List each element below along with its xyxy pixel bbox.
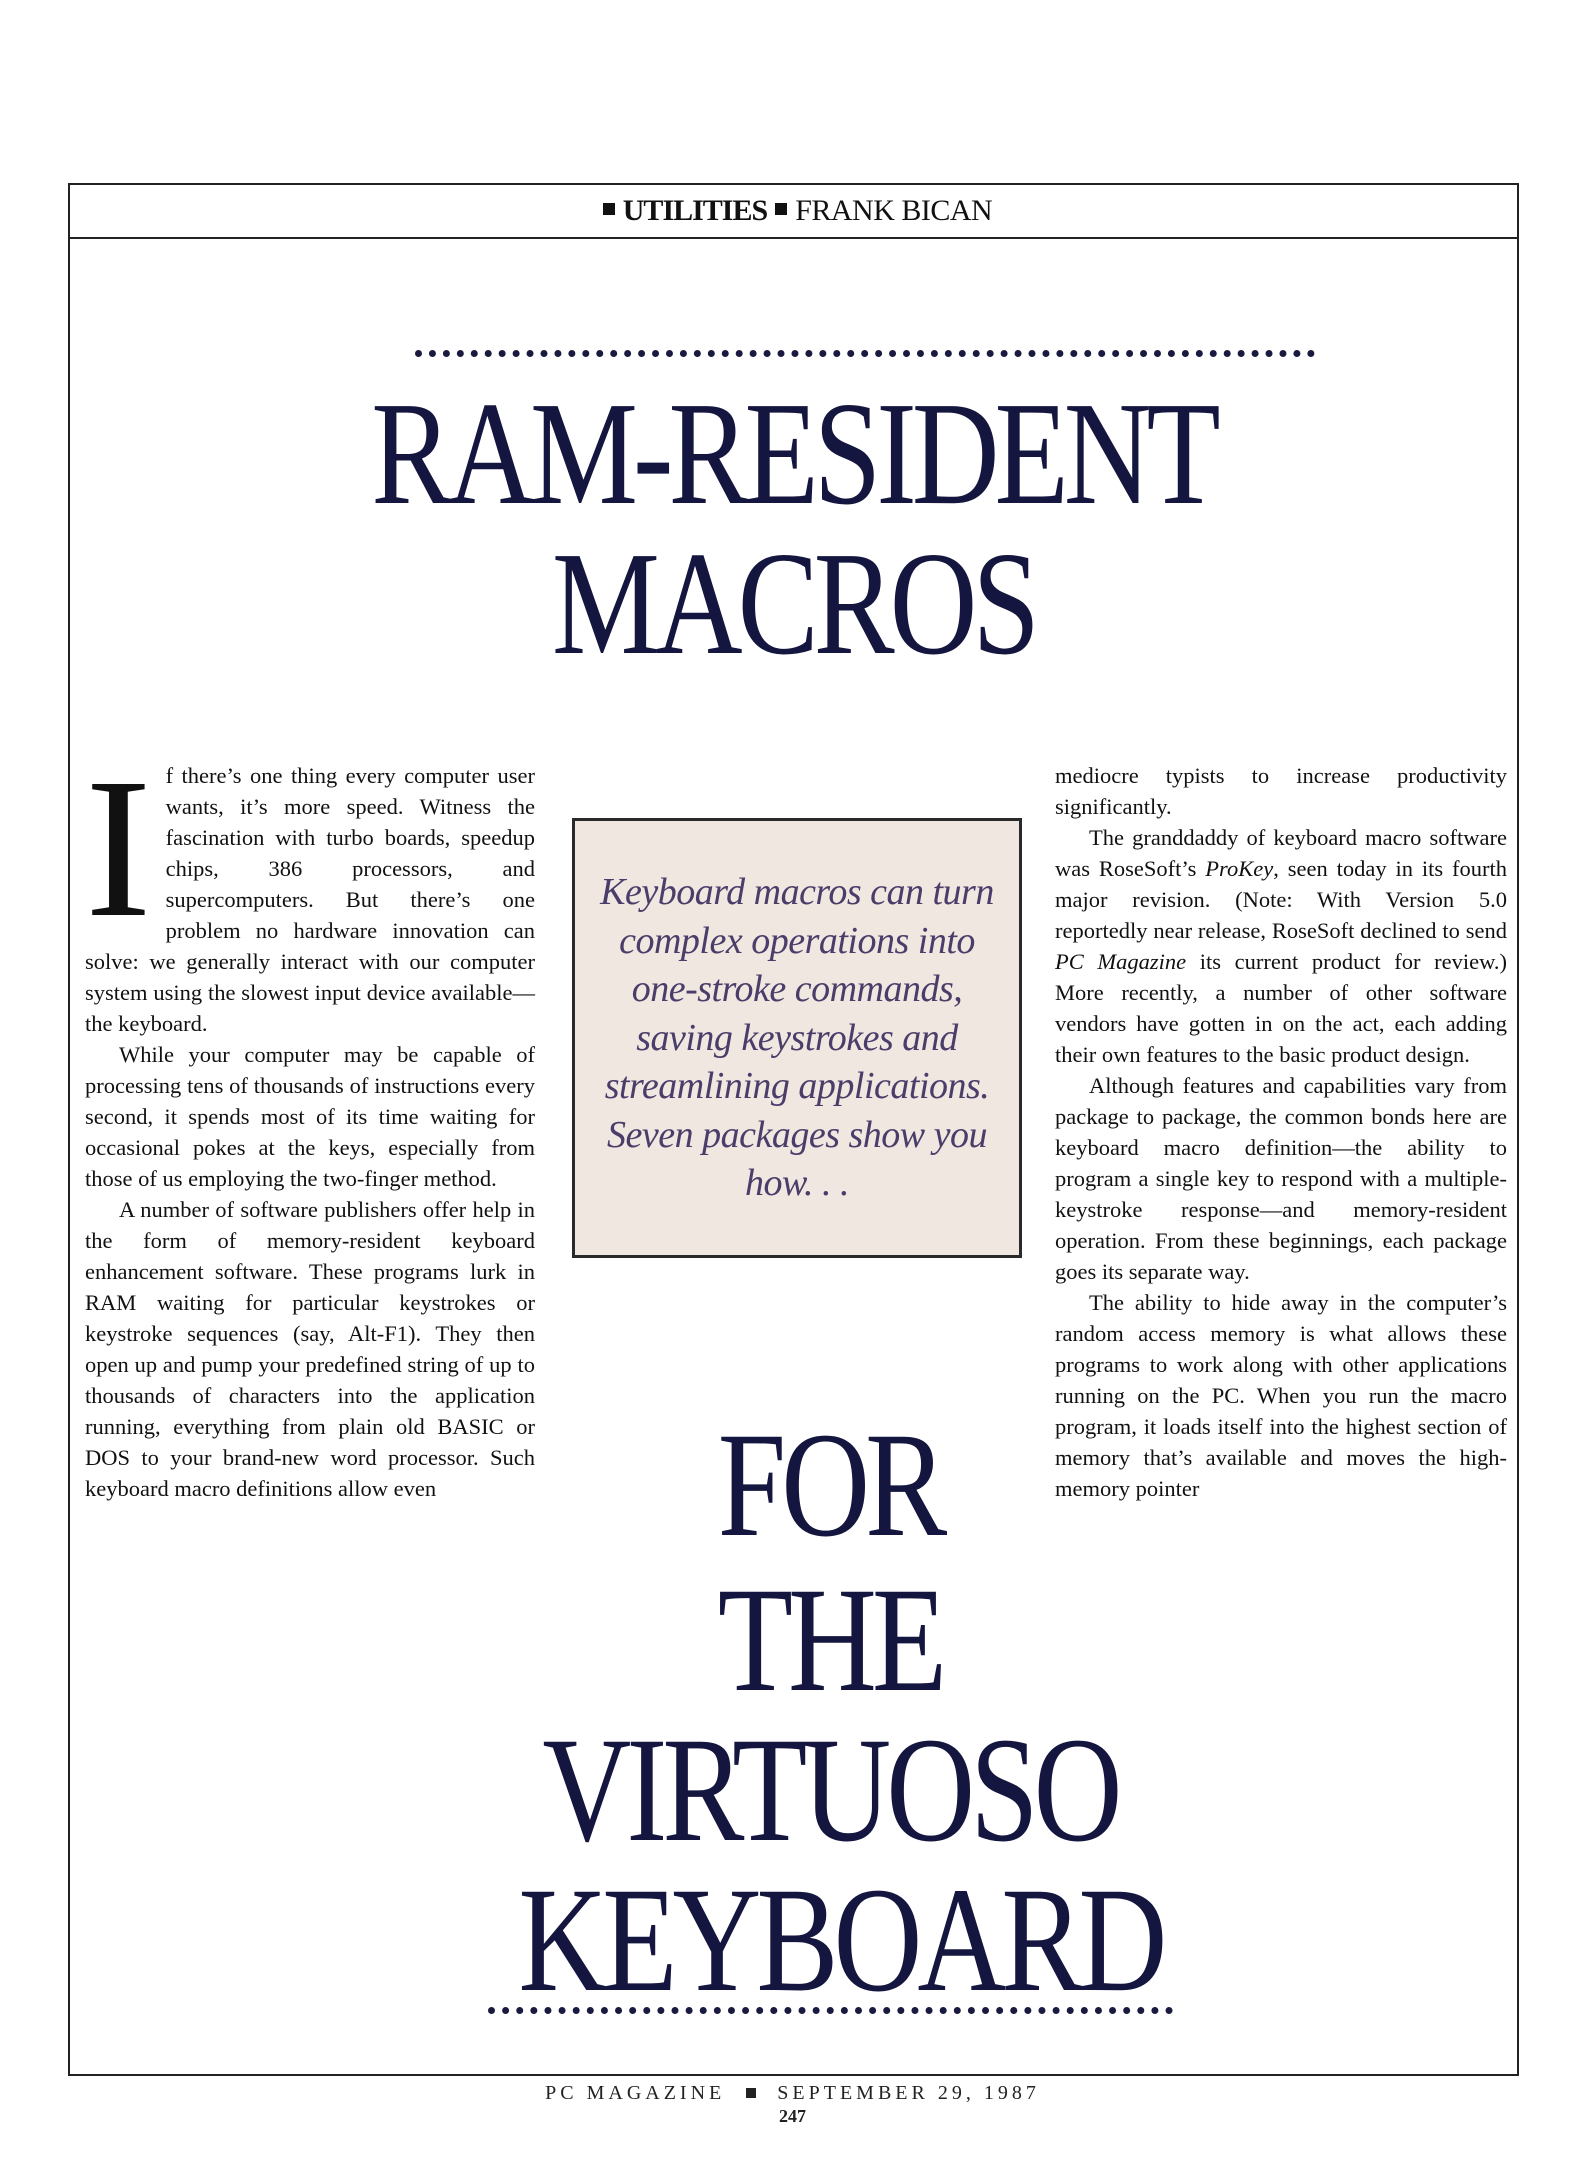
pull-quote-text: Keyboard macros can turn complex operations into one-stroke commands, saving keystrokes and streamlining applications. Seven packages show you how. . . [600, 871, 994, 1205]
subheadline-line-4: KEYBOARD [518, 1857, 1163, 2023]
paragraph: mediocre typists to increase productivity significantly. [1055, 763, 1507, 819]
text-run: The granddaddy of keyboard macro software was RoseSoft’s [1055, 825, 1507, 881]
product-name: ProKey [1205, 856, 1274, 881]
headline-line-1: RAM-RESIDENT [371, 372, 1216, 536]
dotted-rule-top [415, 350, 1315, 357]
issue-date: SEPTEMBER 29, 1987 [777, 2082, 1040, 2104]
publication-name: PC Magazine [1055, 949, 1187, 974]
pull-quote-box [572, 818, 1022, 1258]
paragraph: A number of software publishers offer help in the form of memory-resident keyboard enhancement software. These programs lurk in RAM waiting for particular keystrokes or keystroke sequences (say, Alt-F1). They then open up and pump your predefined string of up to thousands of characters into the application running, everything from plain old BASIC or DOS to your brand-new word processor. Such keyboard macro definitions allow even [85, 1197, 535, 1501]
text-run: , seen today in its fourth major revision. (Note: With Version 5.0 reportedly near release, RoseSoft declined to send [1055, 856, 1507, 943]
subheadline-line-3: VIRTUOSO [542, 1707, 1118, 1873]
headline-line-2: MACROS [551, 522, 1036, 686]
department-label: UTILITIES [622, 194, 768, 227]
magazine-name: PC MAGAZINE [545, 2082, 726, 2104]
body-column-right [1055, 760, 1507, 1504]
author-name: FRANK BICAN [795, 194, 993, 227]
subheadline-line-1: FOR [717, 1402, 943, 1568]
square-bullet-icon [603, 203, 615, 215]
square-bullet-icon [775, 203, 787, 215]
paragraph: Although features and capabilities vary from package to package, the common bonds here are keyboard macro definition—the ability to program a single key to respond with a multiple-keystroke response—and memory-resident operation. From these beginnings, each package goes its separate way. [1055, 1073, 1507, 1284]
section-header [70, 185, 1517, 239]
paragraph: The ability to hide away in the computer’s random access memory is what allows these programs to work along with other applications running on the PC. When you run the macro program, it loads itself into the highest section of memory that’s available and moves the high-memory pointer [1055, 1290, 1507, 1501]
paragraph: f there’s one thing every computer user wants, it’s more speed. Witness the fascination with turbo boards, speedup chips, 386 processors, and supercomputers. But there’s one problem no hardware innovation can solve: we generally interact with our computer system using the slowest input device available—the keyboard. [85, 763, 535, 1036]
paragraph: While your computer may be capable of processing tens of thousands of instructions every second, it spends most of its time waiting for occasional pokes at the keys, especially from those of us employing the two-finger method. [85, 1042, 535, 1191]
page-number: 247 [779, 2106, 806, 2126]
dotted-rule-bottom [488, 2007, 1173, 2014]
body-column-left [85, 738, 535, 1504]
text-run: its current product for review.) More recently, a number of other software vendors have gotten in on the act, each adding their own features to the basic product design. [1055, 949, 1507, 1067]
paragraph [1055, 822, 1507, 1070]
page-frame [68, 183, 1519, 2076]
square-bullet-icon [746, 2088, 756, 2098]
subheadline-line-2: THE [717, 1557, 943, 1723]
page-footer [0, 2082, 1585, 2105]
drop-cap: I [85, 738, 152, 959]
